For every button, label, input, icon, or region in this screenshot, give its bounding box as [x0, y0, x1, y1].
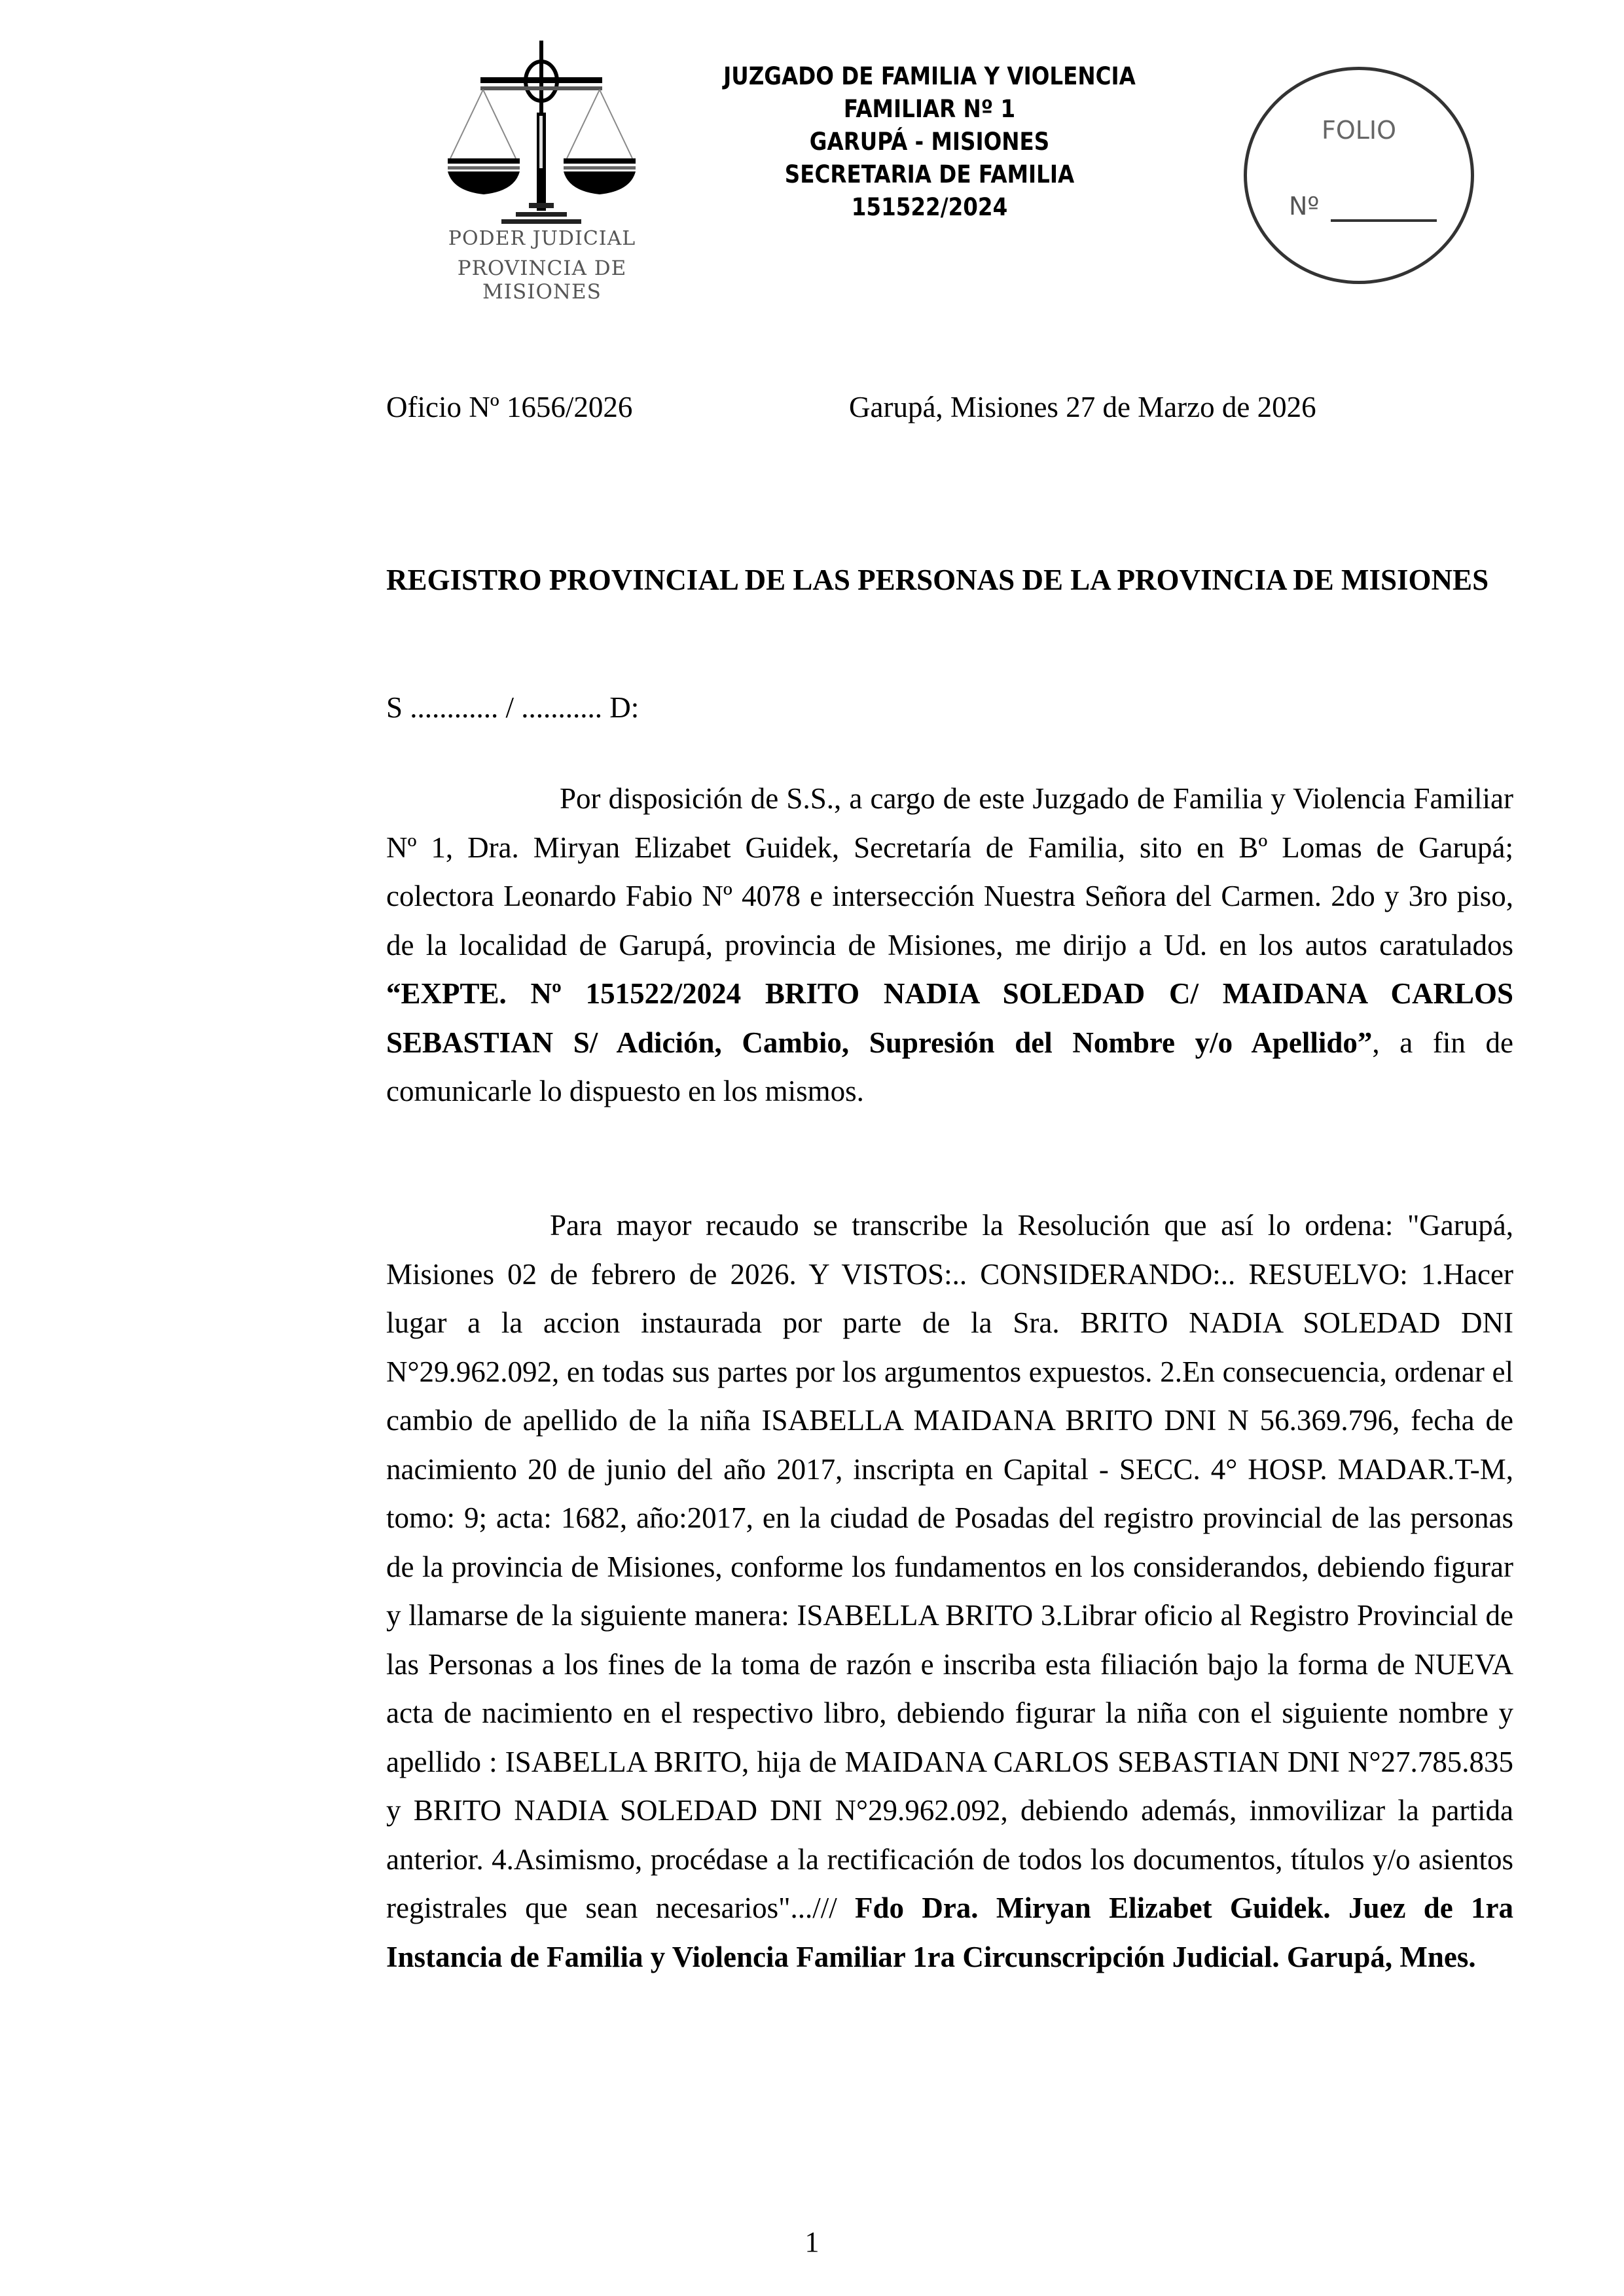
- oficio-number: Oficio Nº 1656/2026: [386, 391, 633, 423]
- court-header: [711, 60, 1149, 224]
- court-location: GARUPÁ - MISIONES: [809, 128, 1050, 156]
- oficio-place-date: Garupá, Misiones 27 de Marzo de 2026: [849, 391, 1316, 423]
- logo-line-poder-judicial: PODER JUDICIAL: [448, 227, 636, 250]
- case-title: “EXPTE. Nº 151522/2024 BRITO NADIA SOLEDAD C/ MAIDANA CARLOS SEBASTIAN S/ Adición, Cambio, Supresión del Nombre y/o Apellido”: [386, 977, 1513, 1059]
- oficio-line: [386, 390, 1512, 429]
- resolution-text: Para mayor recaudo se transcribe la Resolución que así lo ordena: "Garupá, Misiones 02 de febrero de 2026. Y VISTOS:.. CONSIDERANDO:.. RESUELVO: 1.Hacer lugar a la accion instaurada por parte de la Sra. BRITO NADIA SOLEDAD DNI N°29.962.092, en todas sus partes por los argumentos expuestos. 2.En consecuencia, ordenar el cambio de apellido de la niña ISABELLA MAIDANA BRITO DNI N 56.369.796, fecha de nacimiento 20 de junio del año 2017, inscripta en Capital - SECC. 4° HOSP. MADAR.T-M, tomo: 9; acta: 1682, año:2017, en la ciudad de Posadas del registro provincial de las personas de la provincia de Misiones, conforme los fundamentos en los considerandos, debiendo figurar y llamarse de la siguiente manera: ISABELLA BRITO 3.Librar oficio al Registro Provincial de las Personas a los fines de la toma de razón e inscriba esta filiación bajo la forma de NUEVA acta de nacimiento en el respectivo libro, debiendo figurar la niña con el siguiente nombre y apellido : ISABELLA BRITO, hija de MAIDANA CARLOS SEBASTIAN DNI N°27.785.835 y BRITO NADIA SOLEDAD DNI N°29.962.092, debiendo además, inmovilizar la partida anterior. 4.Asimismo, procédase a la rectificación de todos los documentos, títulos y/o asientos registrales que sean necesarios"...///: [386, 1209, 1513, 1924]
- folio-number-blank: [1331, 219, 1437, 222]
- page-number: 1: [804, 2226, 820, 2258]
- salutation: S ............ / ........... D:: [386, 691, 640, 724]
- court-name-line: FAMILIAR Nº 1: [843, 95, 1016, 123]
- folio-number-label: Nº: [1289, 192, 1320, 221]
- paragraph-resolution: [386, 1201, 1513, 1981]
- judge-signature: Fdo Dra. Miryan Elizabet Guidek. Juez de 1ra Instancia de Familia y Violencia Familiar 1ra Circunscripción Judicial. Garupá, Mnes.: [386, 1892, 1513, 1973]
- folio-stamp: [1244, 67, 1474, 284]
- paragraph-outro: , a fin de comunicarle lo dispuesto en los mismos.: [386, 1026, 1513, 1107]
- logo-line-provincia: PROVINCIA DE MISIONES: [457, 257, 627, 304]
- case-number: 151522/2024: [851, 193, 1008, 221]
- judicial-logo: [405, 41, 679, 304]
- scales-of-justice-icon: [431, 41, 653, 224]
- court-secretariat: SECRETARIA DE FAMILIA: [784, 160, 1075, 188]
- paragraph-intro: Por disposición de S.S., a cargo de este Juzgado de Familia y Violencia Familiar Nº 1, Dra. Miryan Elizabet Guidek, Secretaría de Familia, sito en Bº Lomas de Garupá; colectora Leonardo Fabio Nº 4078 e intersección Nuestra Señora del Carmen. 2do y 3ro piso, de la localidad de Garupá, provincia de Misiones, me dirijo a Ud. en los autos caratulados: [386, 782, 1513, 961]
- folio-label: FOLIO: [1321, 116, 1397, 145]
- court-name-line: JUZGADO DE FAMILIA Y VIOLENCIA: [723, 62, 1136, 90]
- paragraph-disposition: [386, 774, 1513, 1116]
- recipient: REGISTRO PROVINCIAL DE LAS PERSONAS DE LA PROVINCIA DE MISIONES: [386, 564, 1489, 596]
